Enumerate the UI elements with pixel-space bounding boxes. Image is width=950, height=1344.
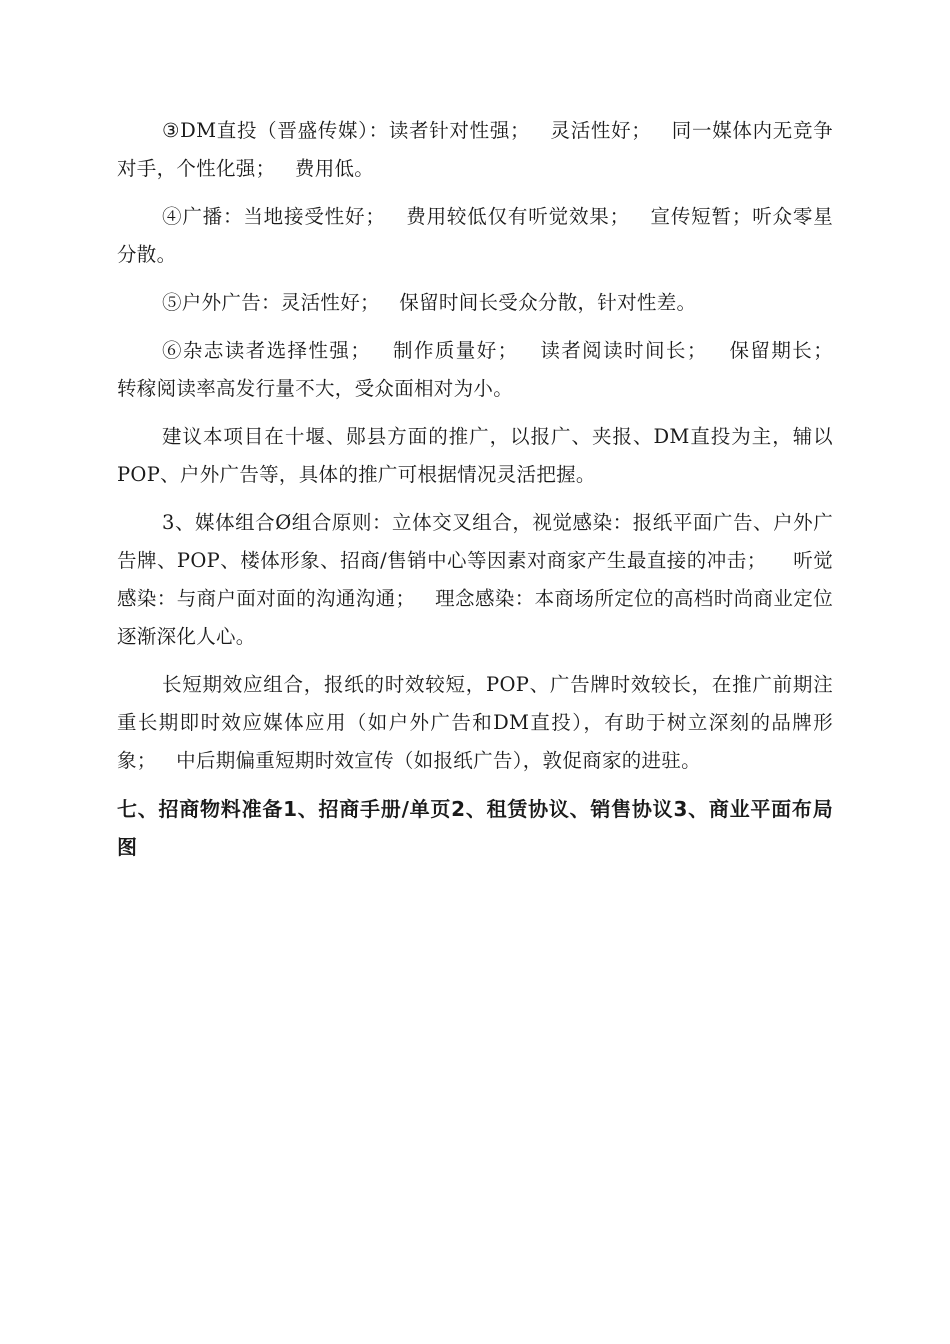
paragraph-media-mix: 3、媒体组合Ø组合原则：立体交叉组合，视觉感染：报纸平面广告、户外广告牌、POP、楼体形象、招商/售销中心等因素对商家产生最直接的冲击； 听觉感染：与商户面对面的沟通沟通； 理念感染：本商场所定位的高档时尚商业定位逐渐深化人心。 [117,511,833,648]
document-page [117,112,853,866]
paragraph-recommendation: 建议本项目在十堰、郧县方面的推广，以报广、夹报、DM直投为主，辅以POP、户外广告等，具体的推广可根据情况灵活把握。 [117,425,833,486]
paragraph-magazine: ⑥杂志读者选择性强； 制作质量好； 读者阅读时间长； 保留期长； 转稼阅读率高发行量不大，受众面相对为小。 [117,339,853,400]
paragraph-long-short-term: 长短期效应组合，报纸的时效较短，POP、广告牌时效较长，在推广前期注重长期即时效应媒体应用（如户外广告和DM直投），有助于树立深刻的品牌形象； 中后期偏重短期时效宣传（如报纸广告），敦促商家的进驻。 [117,673,833,772]
paragraph-dm-direct: ③DM直投（晋盛传媒）：读者针对性强； 灵活性好； 同一媒体内无竞争对手，个性化强； 费用低。 [117,119,833,180]
paragraph-radio: ④广播：当地接受性好； 费用较低仅有听觉效果； 宣传短暂；听众零星分散。 [117,205,833,266]
section-heading: 七、招商物料准备1、招商手册/单页2、租赁协议、销售协议3、商业平面布局图 [117,797,833,859]
paragraph-outdoor: ⑤户外广告：灵活性好； 保留时间长受众分散，针对性差。 [162,291,697,314]
